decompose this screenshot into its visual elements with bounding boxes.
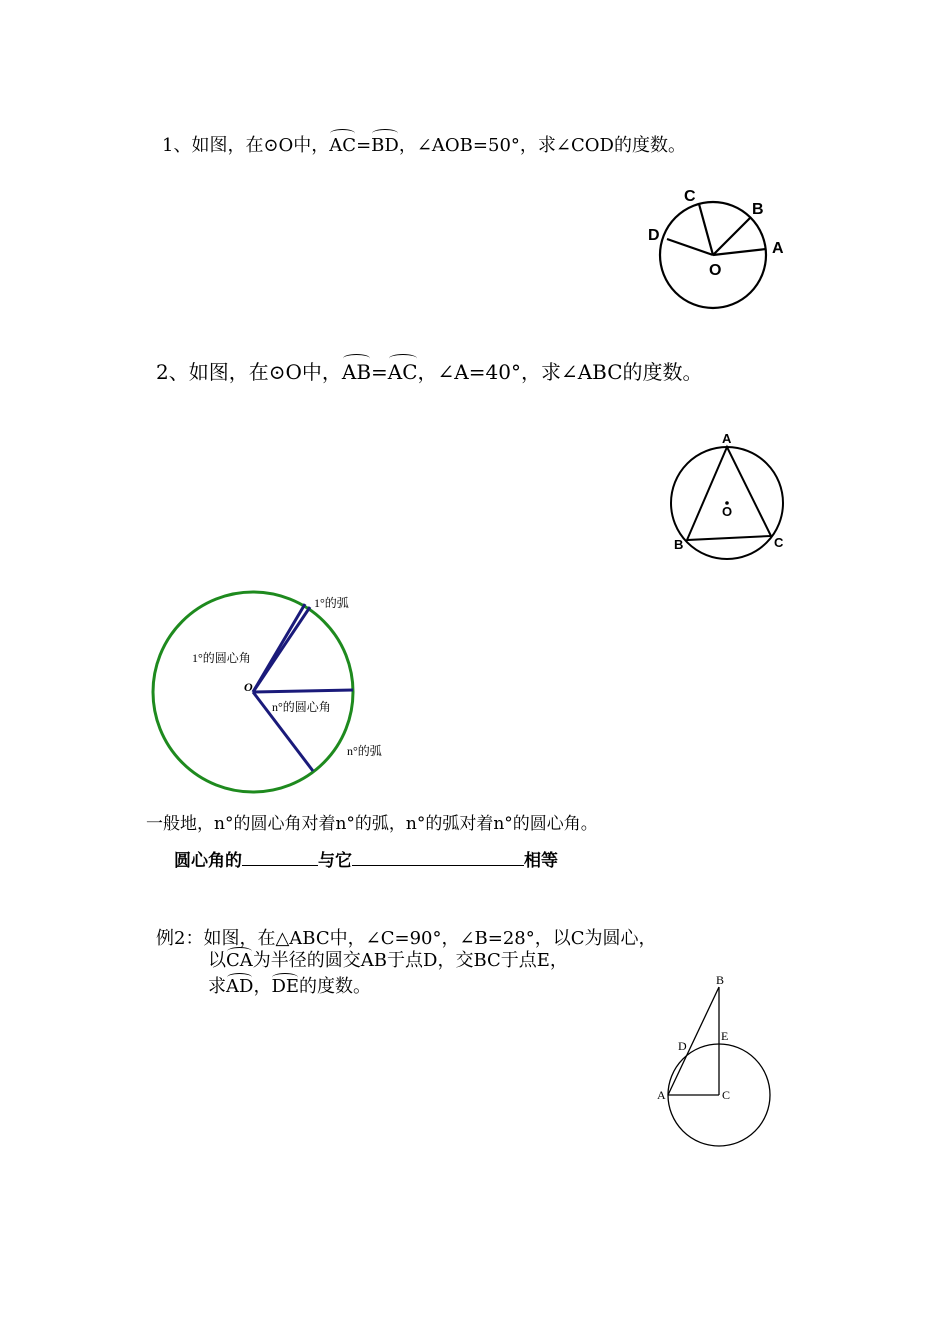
problem2-eq: = [371,360,388,384]
triangle-abc [687,447,771,540]
label-a2: A [722,431,732,446]
label-c2: C [774,535,784,550]
label-b3: B [716,973,725,987]
radius-ob [713,217,751,255]
problem2-suffix: ，∠A=40°，求∠ABC的度数。 [417,360,703,384]
example2-line3 [208,972,371,998]
problem2-arc-ac: AC [387,360,418,384]
label-o: O [709,262,722,279]
label-b: B [752,201,764,218]
label-e3: E [721,1029,729,1043]
center-o-label: O [244,680,253,694]
example2-arc-de: DE [271,976,300,997]
example2-arc-ad: AD [226,976,254,997]
label-b2: B [674,537,684,552]
label-c: C [684,188,696,205]
problem2-figure [660,425,800,565]
example2-line2-suffix: 为半径的圆交AB于点D，交BC于点E， [252,950,568,971]
problem2-prefix: 2、如图，在⊙O中， [156,360,342,384]
example2-line3-suffix: 的度数。 [299,976,372,997]
blank-part1: 圆心角的 [174,851,242,871]
arc-1-label: 1°的弧 [314,596,349,610]
radius-oa [713,249,766,255]
ray-1-end [253,607,310,692]
problem1-arc-ac: AC [329,135,357,156]
central-angle-figure [140,585,420,805]
problem2-arc-ab: AB [341,360,372,384]
problem1-arc-bd: BD [371,135,399,156]
example2-figure [650,965,790,1155]
blank-2[interactable] [352,849,524,866]
example2-line1: 例2：如图，在△ABC中，∠C=90°，∠B=28°，以C为圆心， [156,928,657,949]
arc-n-label: n°的弧 [347,744,382,758]
radius-oc [699,204,713,255]
angle-1-label: 1°的圆心角 [192,651,251,665]
ray-n-start [253,690,353,692]
label-d: D [648,227,660,244]
angle-n-label: n°的圆心角 [272,700,331,714]
blank-1[interactable] [242,849,318,866]
problem1-prefix: 1、如图，在⊙O中， [162,135,330,156]
label-c3: C [722,1088,731,1102]
example2-line2-prefix: 以 [208,950,226,971]
problem1-eq: = [356,135,372,156]
label-a3: A [657,1088,666,1102]
label-d3: D [678,1039,687,1053]
problem2-text [156,356,703,385]
fill-blank [174,846,558,871]
label-o2: O [722,504,733,519]
blank-part3: 相等 [524,851,558,871]
example2-line3-sep: ， [253,976,272,997]
problem1-figure [640,180,800,320]
radius-od [667,239,713,255]
example2-arc-ca: CA [226,950,253,971]
side-ab [668,987,719,1095]
problem1-text [162,131,686,157]
example2-line2 [208,946,568,972]
statement: 一般地，n°的圆心角对着n°的弧，n°的弧对着n°的圆心角。 [146,814,598,834]
problem1-suffix: ，∠AOB=50°，求∠COD的度数。 [398,135,686,156]
blank-part2: 与它 [318,851,352,871]
label-a: A [772,240,784,257]
example2-line3-prefix: 求 [208,976,226,997]
